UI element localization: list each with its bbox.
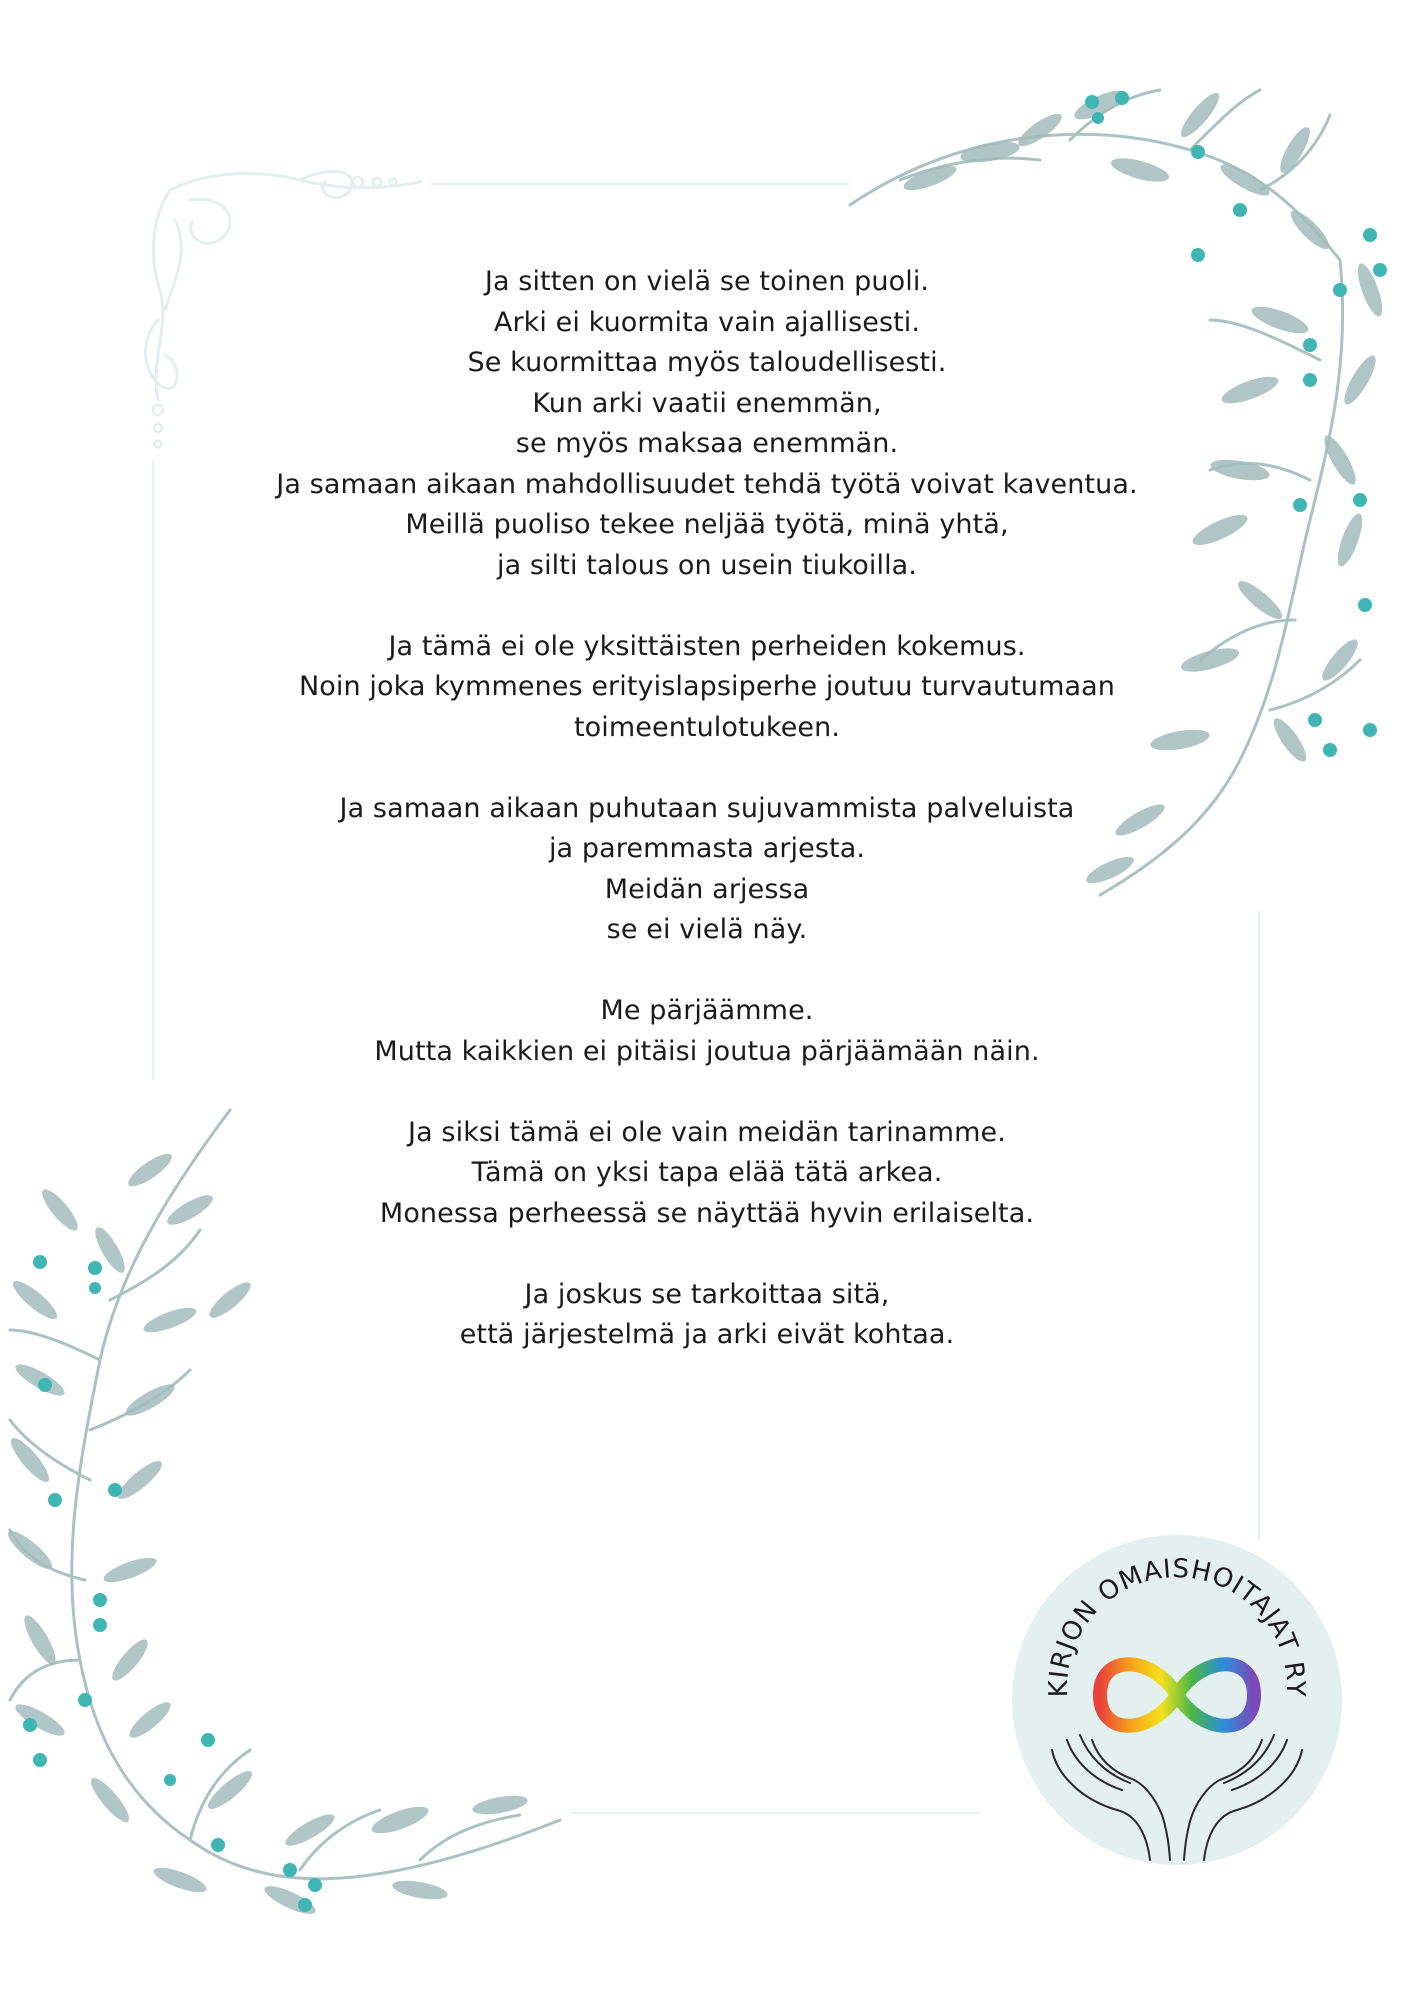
poem-line: Ja tämä ei ole yksittäisten perheiden kokemus. bbox=[388, 630, 1026, 662]
poem-line: Kun arki vaatii enemmän, bbox=[532, 387, 882, 419]
poem-line: Arki ei kuormita vain ajallisesti. bbox=[493, 306, 921, 338]
poem-stanza bbox=[200, 262, 1214, 586]
poem-line: Ja samaan aikaan mahdollisuudet tehdä työtä voivat kaventua. bbox=[276, 468, 1138, 500]
frame-line-left bbox=[152, 460, 154, 1080]
frame-line-top bbox=[430, 183, 850, 185]
poem-line: Mutta kaikkien ei pitäisi joutua pärjäämään näin. bbox=[374, 1035, 1040, 1067]
poem-line: ja paremmasta arjesta. bbox=[548, 833, 866, 864]
poem-line: se ei vielä näy. bbox=[606, 914, 808, 945]
poem-line: ja silti talous on usein tiukoilla. bbox=[496, 549, 917, 581]
poem-line: Me pärjäämme. bbox=[600, 995, 814, 1026]
poem-line: Ja samaan aikaan puhutaan sujuvammista palveluista bbox=[339, 792, 1075, 824]
poem-stanza bbox=[200, 1113, 1214, 1235]
poem-line: että järjestelmä ja arki eivät kohtaa. bbox=[459, 1319, 955, 1350]
poem-stanza bbox=[200, 1275, 1214, 1356]
poem-line: Ja siksi tämä ei ole vain meidän tarinamme. bbox=[408, 1116, 1006, 1148]
poem-line: Tämä on yksi tapa elää tätä arkea. bbox=[471, 1157, 943, 1188]
poem-line: Ja joskus se tarkoittaa sitä, bbox=[524, 1278, 890, 1310]
poem-stanza bbox=[200, 991, 1214, 1072]
poem-line: toimeentulotukeen. bbox=[573, 711, 841, 743]
poem-line: Se kuormittaa myös taloudellisesti. bbox=[467, 347, 947, 378]
poem-stanza bbox=[200, 627, 1214, 749]
poem-line: Monessa perheessä se näyttää hyvin erilaiselta. bbox=[379, 1197, 1035, 1229]
organization-logo bbox=[1012, 1535, 1342, 1865]
poem-line: Ja sitten on vielä se toinen puoli. bbox=[484, 266, 930, 297]
poem-stanza bbox=[200, 789, 1214, 951]
frame-line-right bbox=[1258, 910, 1260, 1540]
poem-text bbox=[200, 262, 1214, 1396]
poem-line: Meillä puoliso tekee neljää työtä, minä yhtä, bbox=[405, 509, 1009, 540]
poem-line: se myös maksaa enemmän. bbox=[515, 428, 899, 459]
frame-line-bottom bbox=[570, 1812, 980, 1814]
poem-line: Meidän arjessa bbox=[604, 873, 810, 905]
logo-text: KIRJON OMAISHOITAJAT RY bbox=[1043, 1553, 1311, 1698]
poem-line: Noin joka kymmenes erityislapsiperhe joutuu turvautumaan bbox=[298, 671, 1115, 702]
